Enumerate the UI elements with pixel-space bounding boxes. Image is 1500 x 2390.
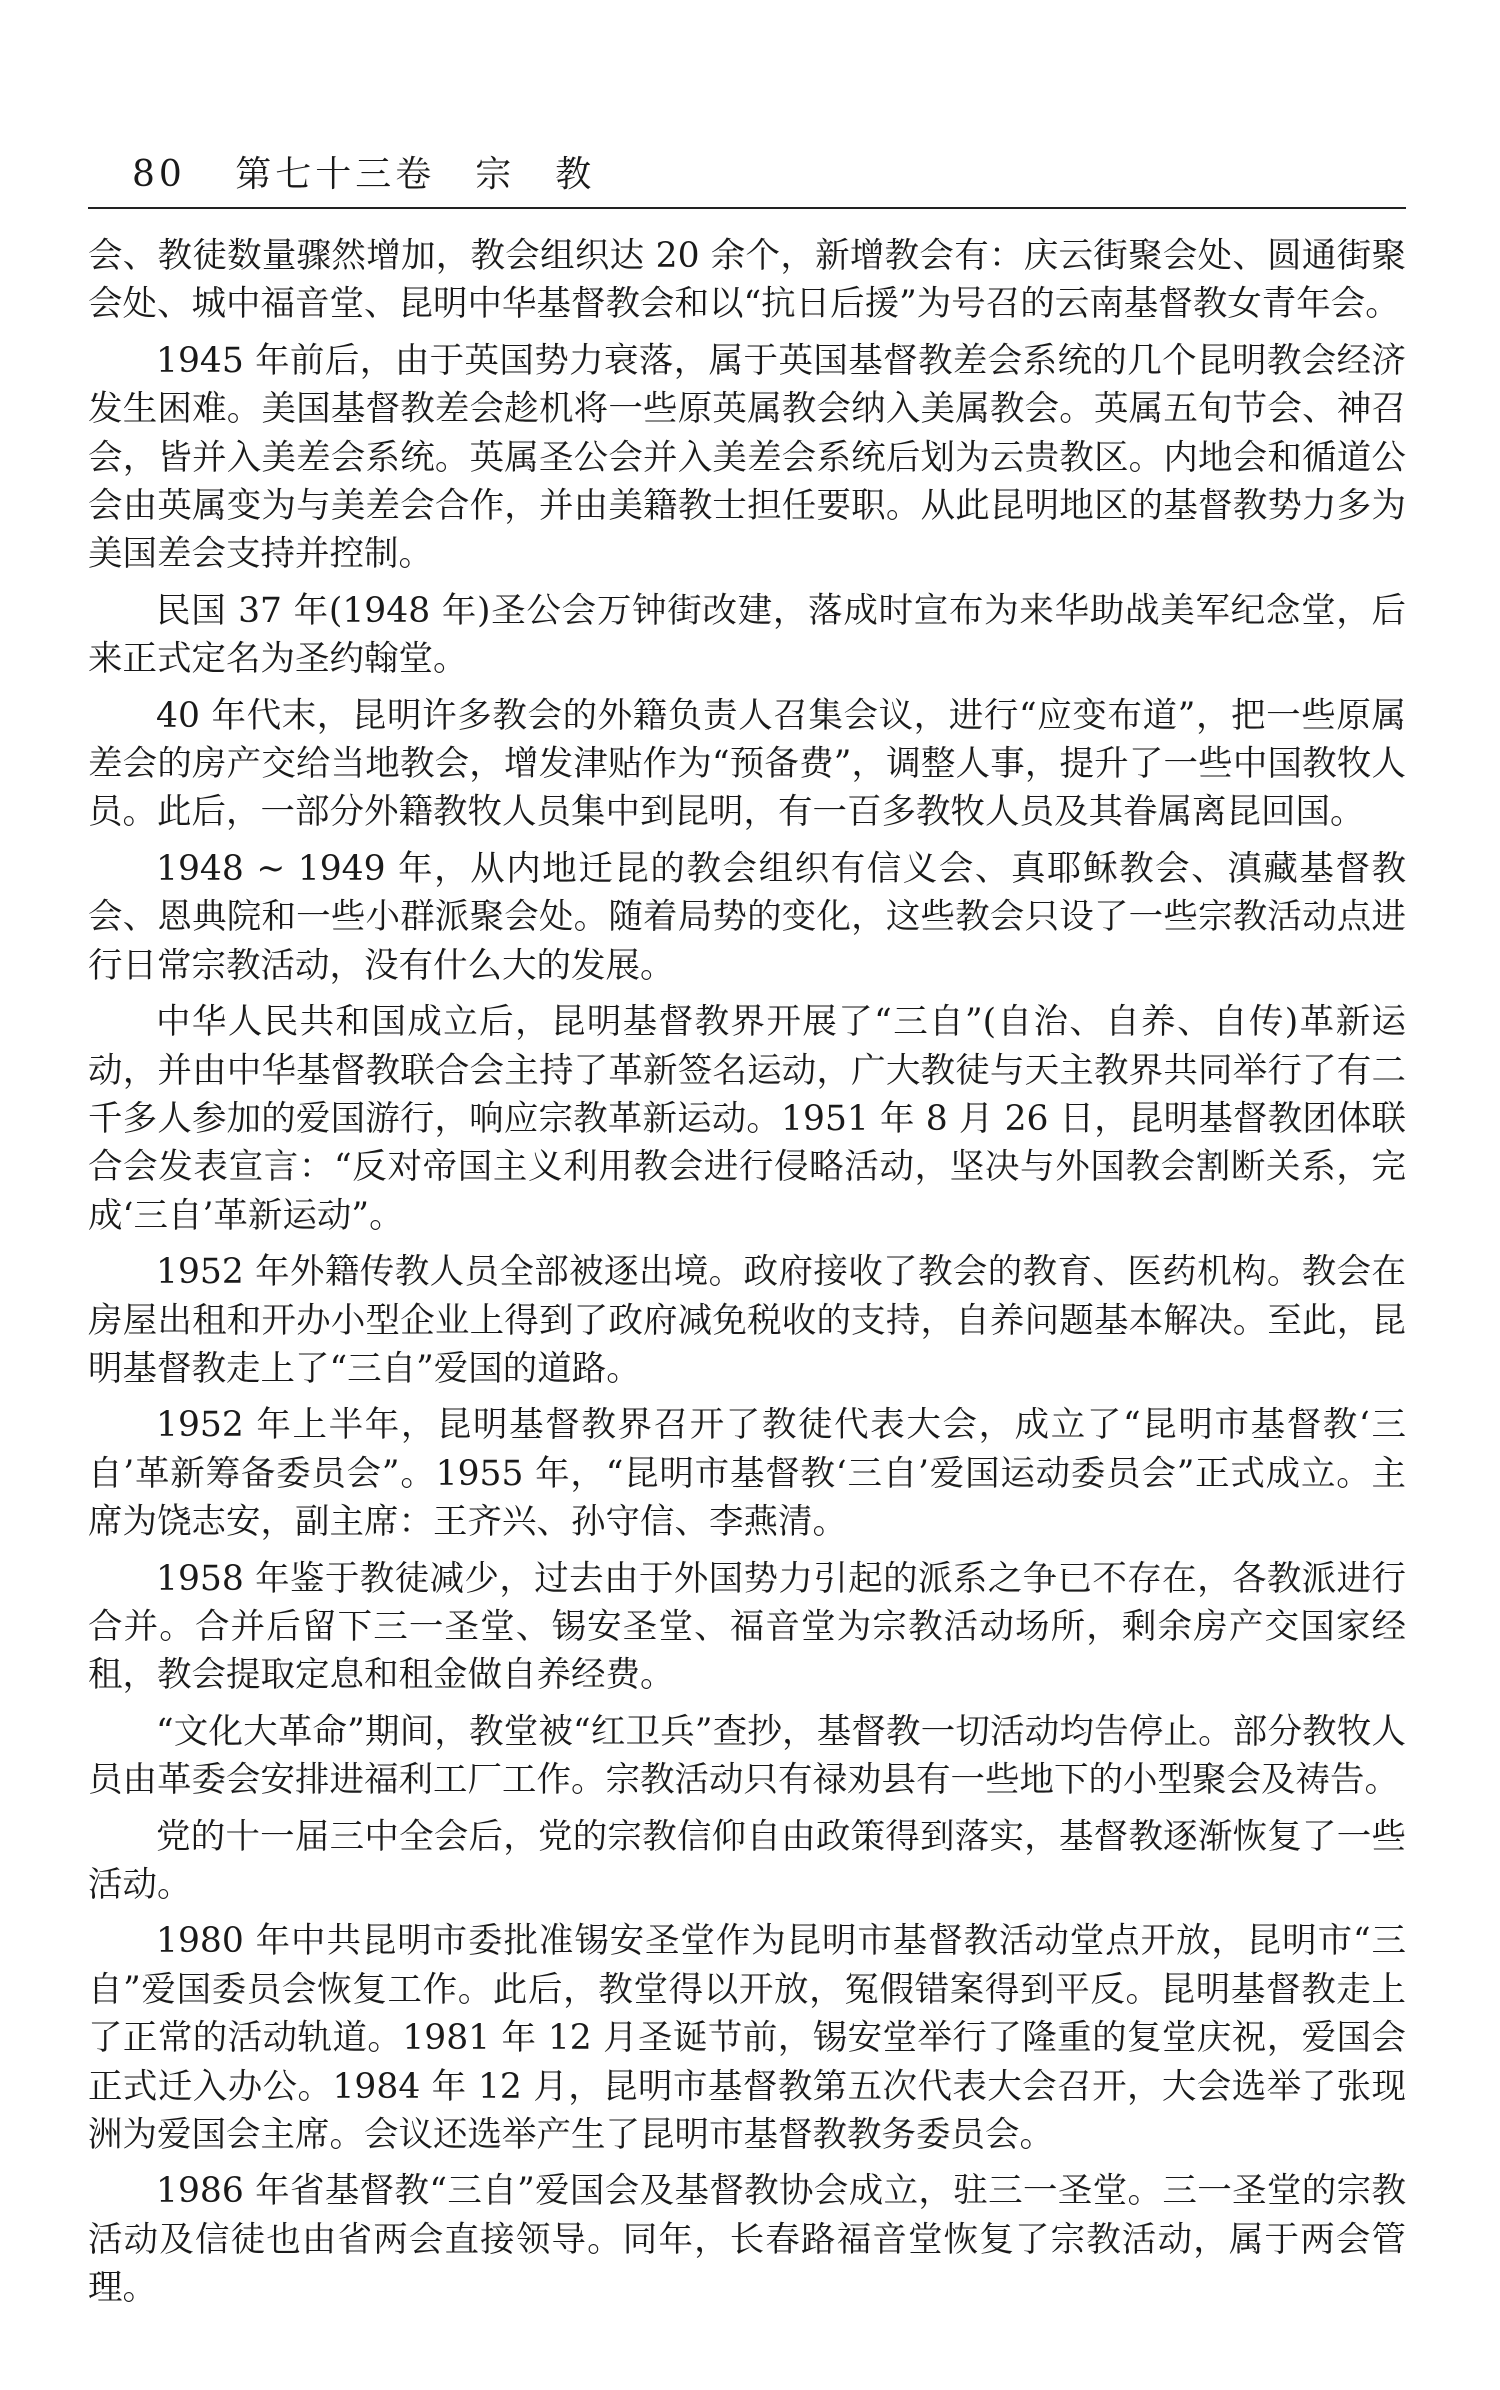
paragraph: 中华人民共和国成立后，昆明基督教界开展了“三自”(自治、自养、自传)革新运动，并由中华基督教联合会主持了革新签名运动，广大教徒与天主教界共同举行了有二千多人参加的爱国游行，响应宗教革新运动。1951 年 8 月 26 日，昆明基督教团体联合会发表宣言：“反对帝国主义利用教会进行侵略活动，坚决与外国教会割断关系，完成‘三自’革新运动”。: [88, 1002, 1406, 1236]
paragraph: 1986 年省基督教“三自”爱国会及基督教协会成立，驻三一圣堂。三一圣堂的宗教活动及信徒也由省两会直接领导。同年，长春路福音堂恢复了宗教活动，属于两会管理。: [88, 2171, 1406, 2309]
paragraph: 1945 年前后，由于英国势力衰落，属于英国基督教差会系统的几个昆明教会经济发生困难。美国基督教差会趁机将一些原英属教会纳入美属教会。英属五旬节会、神召会，皆并入美差会系统。英属圣公会并入美差会系统后划为云贵教区。内地会和循道公会由英属变为与美差会合作，并由美籍教士担任要职。从此昆明地区的基督教势力多为美国差会支持并控制。: [88, 340, 1406, 575]
page-number: 80: [132, 154, 186, 195]
paragraph: “文化大革命”期间，教堂被“红卫兵”查抄，基督教一切活动均告停止。部分教牧人员由革委会安排进福利工厂工作。宗教活动只有禄劝县有一些地下的小型聚会及祷告。: [88, 1711, 1406, 1801]
paragraph: 1952 年上半年，昆明基督教界召开了教徒代表大会，成立了“昆明市基督教‘三自’革新筹备委员会”。1955 年，“昆明市基督教‘三自’爱国运动委员会”正式成立。主席为饶志安，副主席：王齐兴、孙守信、李燕清。: [88, 1405, 1406, 1543]
running-header: [88, 150, 1406, 200]
paragraph: 1952 年外籍传教人员全部被逐出境。政府接收了教会的教育、医药机构。教会在房屋出租和开办小型企业上得到了政府减免税收的支持，自养问题基本解决。至此，昆明基督教走上了“三自”爱国的道路。: [88, 1252, 1406, 1389]
paragraph: 40 年代末，昆明许多教会的外籍负责人召集会议，进行“应变布道”，把一些原属差会的房产交给当地教会，增发津贴作为“预备费”，调整人事，提升了一些中国教牧人员。此后，一部分外籍教牧人员集中到昆明，有一百多教牧人员及其眷属离昆回国。: [88, 695, 1406, 833]
paragraph: 1980 年中共昆明市委批准锡安圣堂作为昆明市基督教活动堂点开放，昆明市“三自”爱国委员会恢复工作。此后，教堂得以开放，冤假错案得到平反。昆明基督教走上了正常的活动轨道。1981 年 12 月圣诞节前，锡安堂举行了隆重的复堂庆祝，爱国会正式迁入办公。1984 年 12 月，昆明市基督教第五次代表大会召开，大会选举了张现洲为爱国会主席。会议还选举产生了昆明市基督教教务委员会。: [88, 1921, 1406, 2156]
book-title: 第七十三卷 宗 教: [235, 154, 596, 195]
paragraph: 民国 37 年(1948 年)圣公会万钟街改建，落成时宣布为来华助战美军纪念堂，后来正式定名为圣约翰堂。: [88, 590, 1406, 680]
body-text: [88, 232, 1406, 2321]
header-divider: [88, 207, 1406, 209]
paragraph: 会、教徒数量骤然增加，教会组织达 20 余个，新增教会有：庆云街聚会处、圆通街聚会处、城中福音堂、昆明中华基督教会和以“抗日后援”为号召的云南基督教女青年会。: [88, 236, 1406, 325]
paragraph: 1948 ~ 1949 年，从内地迁昆的教会组织有信义会、真耶稣教会、滇藏基督教会、恩典院和一些小群派聚会处。随着局势的变化，这些教会只设了一些宗教活动点进行日常宗教活动，没有什么大的发展。: [88, 848, 1406, 986]
paragraph: 1958 年鉴于教徒减少，过去由于外国势力引起的派系之争已不存在，各教派进行合并。合并后留下三一圣堂、锡安圣堂、福音堂为宗教活动场所，剩余房产交国家经租，教会提取定息和租金做自养经费。: [88, 1558, 1406, 1696]
paragraph: 党的十一届三中全会后，党的宗教信仰自由政策得到落实，基督教逐渐恢复了一些活动。: [88, 1816, 1406, 1905]
